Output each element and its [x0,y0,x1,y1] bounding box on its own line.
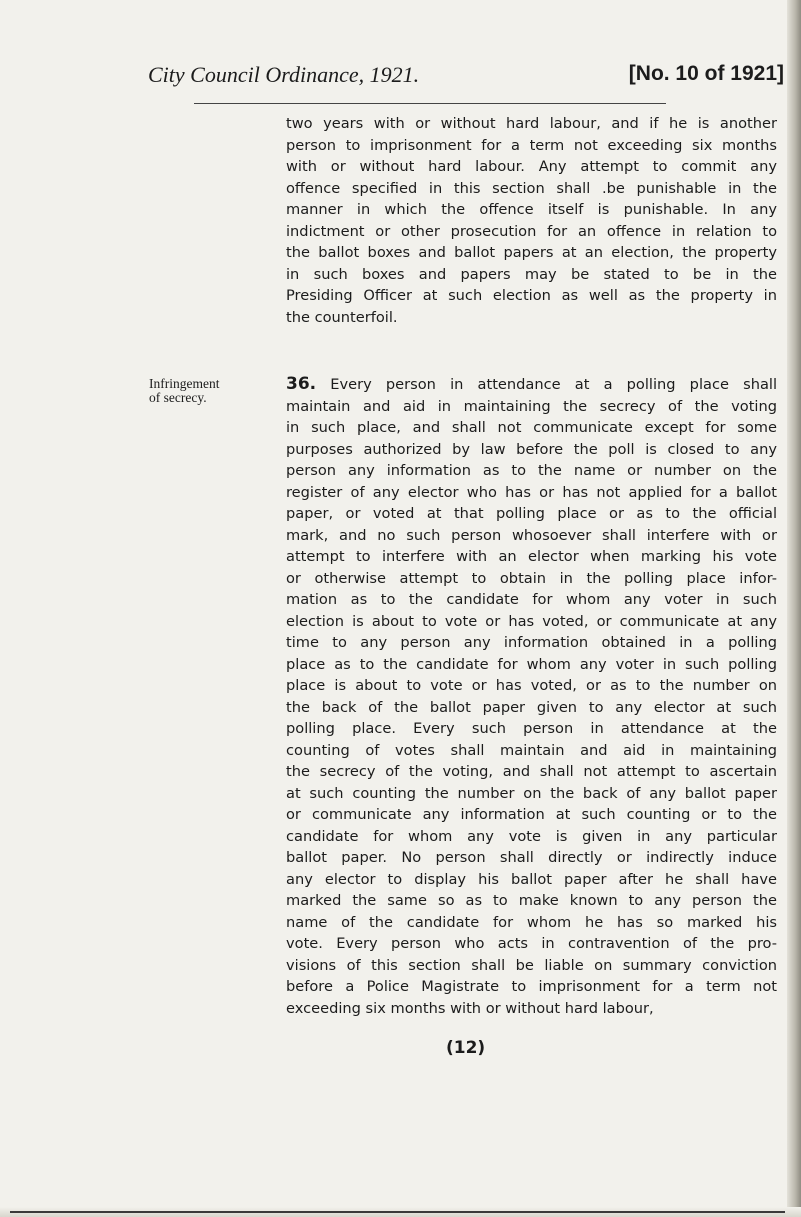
text-line: mation as to the candidate for whom any voter in such [286,591,777,608]
text-line: mark, and no such person whosoever shall interfere with or [286,526,777,544]
text-line: manner in which the offence itself is punishable. In any [286,201,777,218]
text-line: place as to the candidate for whom any voter in such polling [286,655,777,673]
text-line: attempt to interfere with an elector when marking his vote [286,548,777,565]
text-line: with or without hard labour. Any attempt to commit any [286,158,777,175]
margin-note-line: of secrecy. [149,390,207,405]
text-line: name of the candidate for whom he has so marked his [286,913,777,931]
page-header [148,62,784,96]
text-line: the back of the ballot paper given to any elector at such [286,698,777,716]
text-line: before a Police Magistrate to imprisonment for a term not [286,978,777,995]
section-36-paragraph [286,374,777,1019]
page-edge-shadow [787,0,801,1217]
text-line: exceeding six months with or without hard labour, [286,999,654,1017]
text-line: visions of this section shall be liable on summary conviction [286,956,777,974]
text-line: the ballot boxes and ballot papers at an election, the property [286,244,777,261]
text-line: at such counting the number on the back of any ballot paper [286,784,777,802]
text-line: register of any elector who has or has not applied for a ballot [286,483,777,501]
text-line: marked the same so as to make known to any person the [286,892,777,909]
text-line: or communicate any information at such counting or to the [286,806,777,823]
text-line: in such place, and shall not communicate except for some [286,419,777,436]
text-line: indictment or other prosecution for an offence in relation to [286,222,777,240]
text-line: ballot paper. No person shall directly or indirectly induce [286,849,777,866]
text-line: place is about to vote or has voted, or as to the number on [286,677,777,694]
text-line: person to imprisonment for a term not exceeding six months [286,136,777,154]
text-line: or otherwise attempt to obtain in the polling place infor- [286,569,777,587]
text-line [286,374,777,396]
ordinance-number: [No. 10 of 1921] [628,62,784,85]
text-line: counting of votes shall maintain and aid in maintaining [286,741,777,759]
text-line: purposes authorized by law before the poll is closed to any [286,440,777,458]
section-number: 36. [286,374,317,394]
text-line: maintain and aid in maintaining the secrecy of the voting [286,397,777,415]
continuation-paragraph [286,113,777,328]
text-line: vote. Every person who acts in contravention of the pro- [286,935,777,952]
text-line: person any information as to the name or number on the [286,462,777,479]
text-line: the secrecy of the voting, and shall not attempt to ascertain [286,763,777,780]
section-first-line: Every person in attendance at a polling place shall [330,376,777,393]
text-line: paper, or voted at that polling place or as to the official [286,505,777,522]
text-line: Presiding Officer at such election as well as the property in [286,287,777,304]
margin-note-line: Infringement [149,376,220,391]
text-line: two years with or without hard labour, and if he is another [286,115,777,132]
margin-note [149,377,259,405]
text-line: election is about to vote or has voted, or communicate at any [286,612,777,630]
text-line: time to any person any information obtained in a polling [286,634,777,651]
document-title: City Council Ordinance, 1921. [148,62,420,87]
text-line: candidate for whom any vote is given in any particular [286,827,777,845]
header-rule [194,103,666,104]
page-number: (12) [446,1038,486,1058]
text-line: in such boxes and papers may be stated to be in the [286,265,777,283]
bottom-border-line [10,1211,785,1213]
text-line: polling place. Every such person in attendance at the [286,720,777,737]
text-line: offence specified in this section shall .be punishable in the [286,179,777,197]
text-line: any elector to display his ballot paper after he shall have [286,870,777,888]
text-line: the counterfoil. [286,308,398,326]
